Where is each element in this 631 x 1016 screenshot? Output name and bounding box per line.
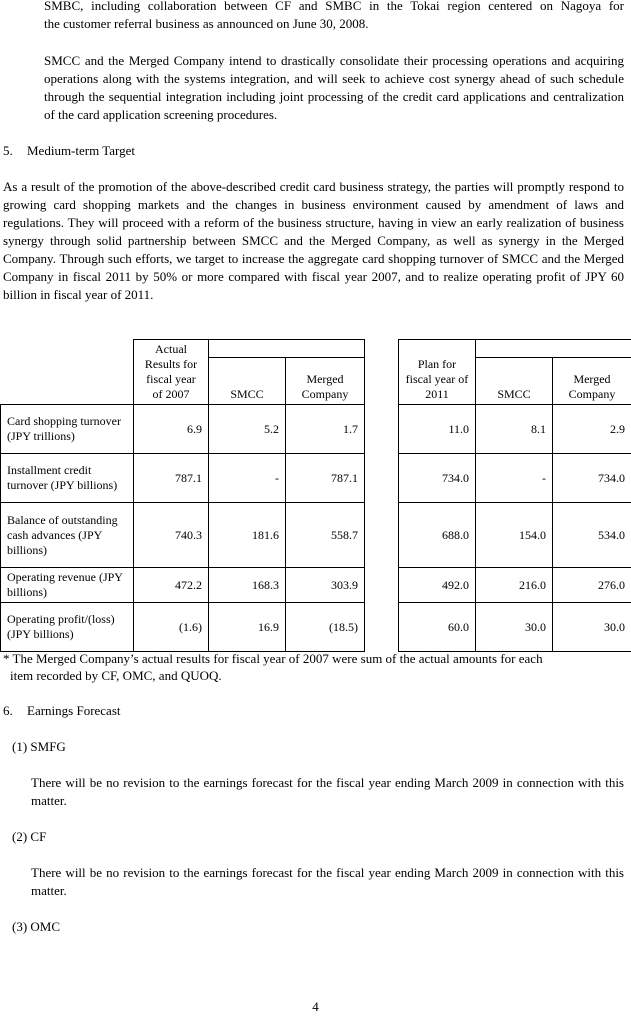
cell-merged-plan: 2.9 xyxy=(553,405,631,454)
financial-targets-table xyxy=(0,339,631,652)
cell-smcc: 16.9 xyxy=(209,603,286,652)
table-row xyxy=(1,405,631,454)
cell-merged: 787.1 xyxy=(286,454,365,503)
cell-plan: 688.0 xyxy=(399,503,476,568)
cell-smcc: - xyxy=(209,454,286,503)
header-smcc: SMCC xyxy=(209,358,286,405)
table-row xyxy=(1,454,631,503)
cell-merged-plan: 276.0 xyxy=(553,568,631,603)
cell-plan: 11.0 xyxy=(399,405,476,454)
header-merged-plan: Merged Company xyxy=(553,358,631,405)
cell-smcc-plan: 8.1 xyxy=(476,405,553,454)
section-6-heading xyxy=(3,702,13,720)
row-label: Operating profit/(loss) (JPY billions) xyxy=(1,603,134,652)
cell-merged: (18.5) xyxy=(286,603,365,652)
header-smcc-plan: SMCC xyxy=(476,358,553,405)
row-label: Installment credit turnover (JPY billions) xyxy=(1,454,134,503)
cell-smcc: 168.3 xyxy=(209,568,286,603)
section-6-number: 6. xyxy=(3,703,13,718)
page-number: 4 xyxy=(0,998,631,1016)
subsection-smfg-label: (1) SMFG xyxy=(12,738,66,756)
section-5-heading xyxy=(3,142,13,160)
cell-smcc: 181.6 xyxy=(209,503,286,568)
table-row xyxy=(1,603,631,652)
cell-smcc-plan: 216.0 xyxy=(476,568,553,603)
row-label: Card shopping turnover (JPY trillions) xyxy=(1,405,134,454)
subsection-cf-label: (2) CF xyxy=(12,828,46,846)
cell-actual: (1.6) xyxy=(134,603,209,652)
intro-paragraph-2: SMCC and the Merged Company intend to drastically consolidate their processing operations and acquiring operations along with the systems integration, and will seek to achieve cost synergy ahead of such schedule through the sequential integration including joint processing of the credit card applications and centralization of the card application screening procedures. xyxy=(44,52,624,124)
subsection-omc-label: (3) OMC xyxy=(12,918,60,936)
cell-merged-plan: 30.0 xyxy=(553,603,631,652)
section-5-body: As a result of the promotion of the above-described credit card business strategy, the parties will promptly respond to growing card shopping markets and the changes in business environment caused by amendment of laws and regulations. They will proceed with a reform of the business structure, having in view an early realization of business synergy through solid partnership between SMCC and the Merged Company, as well as synergy in the Merged Company. Through such efforts, we target to increase the aggregate card shopping turnover of SMCC and the Merged Company in fiscal 2011 by 50% or more compared with fiscal year 2007, and to realize operating profit of JPY 60 billion in fiscal year of 2011. xyxy=(3,178,624,304)
cell-plan: 60.0 xyxy=(399,603,476,652)
section-6-title: Earnings Forecast xyxy=(27,702,121,720)
cell-merged: 1.7 xyxy=(286,405,365,454)
header-merged: Merged Company xyxy=(286,358,365,405)
subsection-smfg-text: There will be no revision to the earnings forecast for the fiscal year ending March 2009 in connection with this matter. xyxy=(31,774,624,810)
cell-merged: 303.9 xyxy=(286,568,365,603)
table-row xyxy=(1,568,631,603)
cell-smcc-plan: 154.0 xyxy=(476,503,553,568)
cell-smcc-plan: 30.0 xyxy=(476,603,553,652)
cell-merged-plan: 534.0 xyxy=(553,503,631,568)
intro-line-2: the customer referral business as announced on June 30, 2008. xyxy=(44,15,624,33)
row-label: Balance of outstanding cash advances (JPY billions) xyxy=(1,503,134,568)
cell-merged: 558.7 xyxy=(286,503,365,568)
cell-actual: 740.3 xyxy=(134,503,209,568)
header-plan: Plan for fiscal year of 2011 xyxy=(399,340,476,405)
table-footnote-line-1: * The Merged Company’s actual results for fiscal year of 2007 were sum of the actual amounts for each xyxy=(3,650,627,668)
cell-actual: 472.2 xyxy=(134,568,209,603)
cell-actual: 787.1 xyxy=(134,454,209,503)
table-header-row-1 xyxy=(1,340,631,358)
section-5-title: Medium-term Target xyxy=(27,142,135,160)
header-actual: Actual Results for fiscal year of 2007 xyxy=(134,340,209,405)
subsection-cf-text: There will be no revision to the earnings forecast for the fiscal year ending March 2009 in connection with this matter. xyxy=(31,864,624,900)
table-footnote-line-2: item recorded by CF, OMC, and QUOQ. xyxy=(10,667,620,685)
section-5-number: 5. xyxy=(3,143,13,158)
row-label: Operating revenue (JPY billions) xyxy=(1,568,134,603)
table-row xyxy=(1,503,631,568)
cell-actual: 6.9 xyxy=(134,405,209,454)
cell-plan: 492.0 xyxy=(399,568,476,603)
cell-plan: 734.0 xyxy=(399,454,476,503)
intro-line-1: SMBC, including collaboration between CF and SMBC in the Tokai region centered on Nagoya for xyxy=(44,0,624,15)
cell-smcc: 5.2 xyxy=(209,405,286,454)
cell-merged-plan: 734.0 xyxy=(553,454,631,503)
cell-smcc-plan: - xyxy=(476,454,553,503)
